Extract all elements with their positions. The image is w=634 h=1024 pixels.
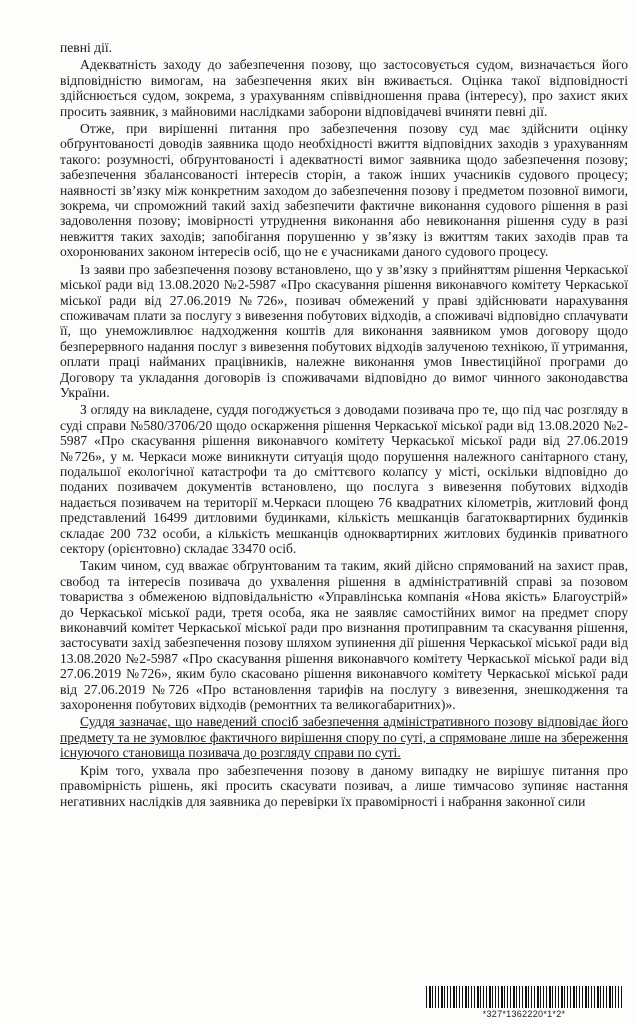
document-page <box>60 40 628 811</box>
paragraph-court-considers: Таким чином, суд вважає обґрунтованим та таким, який дійсно спрямований на захист прав, свобод та інтересів позивача до ухвалення рішення в адміністративній справі за позовом товариства з обмеженою відповідальністю «Управлінська компанія «Нова якість» Благоустрій» до Черкаської міської ради, третя особа, яка не заявляє самостійних вимог на предмет спору виконавчий комітет Черкаської міської ради про визнання протиправним та скасування рішення, застосувати захід забезпечення позову шляхом зупинення дії рішення Черкаської міської ради від 13.08.2020 №2-5987 «Про скасування рішення виконавчого комітету Черкаської міської ради від 27.06.2019 №726», яким було скасовано рішення виконавчого комітету Черкаської міської ради від 27.06.2019 №726 «Про встановлення тарифів на послугу з вивезення, знешкодження та захоронення побутових відходів (ремонтних та великогабаритних)». <box>60 558 628 713</box>
paragraph-assessment: Отже, при вирішенні питання про забезпечення позову суд має здійснити оцінку обґрунтованості доводів заявника щодо необхідності вжиття відповідних заходів з урахуванням такого: розумності, обґрунтованості і адекватності вимог заявника щодо забезпечення позову; забезпечення збалансованості інтересів сторін, а також інших учасників судового процесу; наявності зв’язку між конкретним заходом до забезпечення позову і предметом позовної вимоги, зокрема, чи спроможний такий захід забезпечити фактичне виконання судового рішення в разі задоволення позову; імовірності утруднення виконання або невиконання рішення суду в разі невжиття таких заходів; запобігання порушенню у зв’язку із вжиттям таких заходів прав та охоронюваних законом інтересів осіб, що не є учасниками даного судового процесу. <box>60 121 628 260</box>
paragraph-continuation: певні дії. <box>60 40 113 55</box>
paragraph-judge-agrees: З огляду на викладене, суддя погоджується з доводами позивача про те, що під час розгляду в суді справи №580/3706/20 щодо оскарження рішення Черкаської міської ради від 13.08.2020 №2-5987 «Про скасування рішення виконавчого комітету Черкаської міської ради від 27.06.2019 №726», у м. Черкаси може виникнути ситуація щодо порушення належного санітарного стану, подальшої екологічної катастрофи та до сміттєвого колапсу у місті, оскільки відповідно до поданих позивачем документів встановлено, що послуга з вивезення побутових відходів надається позивачем на території м.Черкаси площею 76 квадратних кілометрів, житловий фонд представлений 16499 дитловими будинками, кількість мешканців багатоквартирних будинків складає 200 732 особи, а кількість мешканців одноквартирних житлових будинків приватного сектору (орієнтовно) складає 33470 осіб. <box>60 402 628 556</box>
paragraph-judge-notes: Суддя зазначає, що наведений спосіб забезпечення адміністративного позову відповідає його предмету та не зумовлює фактичного вирішення спору по суті, а спрямоване лише на збереження існуючого становища позивача до розгляду справи по суті. <box>60 714 628 761</box>
document-barcode <box>426 986 622 1022</box>
barcode-code: *327*1362220*1*2* <box>482 1009 566 1019</box>
barcode-bars <box>426 986 622 1008</box>
paragraph-adequacy: Адекватність заходу до забезпечення позову, що застосовується судом, визначається його відповідністю вимогам, на забезпечення яких він вживається. Оцінка такої відповідності здійснюється судом, зокрема, з урахуванням співвідношення права (інтересу), про захист яких просить заявник, з майновими наслідками заборони відповідачеві вчиняти певні дії. <box>60 57 628 119</box>
paragraph-moreover: Крім того, ухвала про забезпечення позову в даному випадку не вирішує питання про правомірність рішень, які просить скасувати позивач, а лише тимчасово зупиняє настання негативних наслідків для заявника до перевірки їх правомірності і набрання законної сили <box>60 762 628 809</box>
paragraph-application: Із заяви про забезпечення позову встановлено, що у зв’язку з прийняттям рішення Черкаської міської ради від 13.08.2020 №2-5987 «Про скасування рішення виконавчого комітету Черкаської міської ради від 27.06.2019 №726», позивач обмежений у праві здійснювати нарахування споживачам плати за послугу з вивезення побутових відходів, а споживачі відповідно сплачувати її, що унеможливлює надходження коштів для виконання заявником умов договору щодо безперервного надання послуг з вивезення побутових відходів залученою технікою, її утримання, оплати праці найманих працівників, належне виконання умов Інвестиційної програми до Договору та укладання договорів із споживачами відповідно до вимог чинного законодавства України. <box>60 261 628 400</box>
